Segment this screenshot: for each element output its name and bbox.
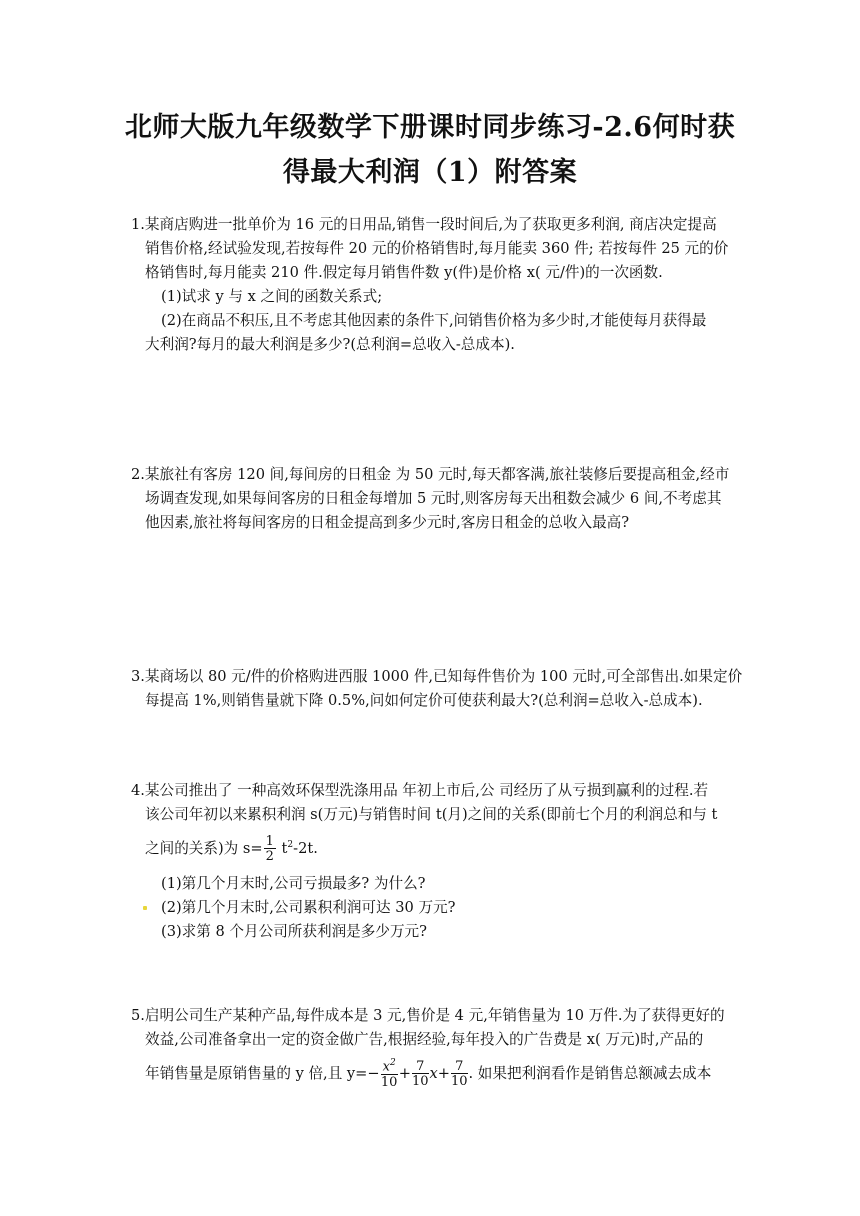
- q4-sub-3: (3)求第 8 个月公司所获利润是多少万元?: [161, 923, 427, 940]
- title-line-1: 北师大版九年级数学下册课时同步练习-2.6何时获: [124, 112, 736, 143]
- q2-line-3: 他因素,旅社将每间客房的日租金提高到多少元时,客房日租金的总收入最高?: [145, 514, 630, 531]
- q4-exponent: 2: [287, 840, 294, 850]
- fraction-7-over-10: [451, 1060, 468, 1088]
- q3-line-1: 3.某商场以 80 元/件的价格购进西服 1000 件,已知每件售价为 100 元时,可全部售出.如果定价: [131, 668, 743, 685]
- q4-sub-2: (2)第几个月末时,公司累积利润可达 30 万元?: [161, 899, 456, 916]
- plus-sign: +: [437, 1065, 450, 1082]
- exponent: 2: [389, 1058, 396, 1069]
- fraction-x-squared-over-10: [381, 1059, 398, 1088]
- q4-line-2: 该公司年初以来累积利润 s(万元)与销售时间 t(月)之间的关系(即前七个月的利润总和与 t: [145, 806, 718, 823]
- highlight-marker: [143, 906, 147, 910]
- q4-sub-1: (1)第几个月末时,公司亏损最多? 为什么?: [161, 875, 426, 892]
- q1-line-6: 大利润?每月的最大利润是多少?(总利润=总收入-总成本).: [145, 336, 515, 353]
- fraction-numerator: [381, 1059, 398, 1074]
- q3-line-2: 每提高 1%,则销售量就下降 0.5%,问如何定价可使获利最大?(总利润=总收入-总成本).: [145, 692, 703, 709]
- q5-line-1: 5.启明公司生产某种产品,每件成本是 3 元,售价是 4 元,年销售量为 10 万件.为了获得更好的: [131, 1007, 725, 1024]
- fraction-7-over-10: [412, 1060, 429, 1088]
- fraction-denominator: 10: [411, 1074, 429, 1089]
- q1-line-3: 格销售时,每月能卖 210 件.假定每月销售件数 y(件)是价格 x( 元/件)的一次函数.: [145, 264, 663, 281]
- fraction-numerator: 7: [451, 1060, 468, 1074]
- q2-line-1: 2.某旅社有客房 120 间,每间房的日租金 为 50 元时,每天都客满,旅社装修后要提高租金,经市: [131, 466, 730, 483]
- q4-var-t: t: [276, 839, 288, 857]
- q4-line-3-end: -2t.: [293, 839, 318, 857]
- fraction-denominator: 10: [450, 1074, 468, 1089]
- q5-line-2: 效益,公司准备拿出一定的资金做广告,根据经验,每年投入的广告费是 x( 万元)时,产品的: [145, 1031, 704, 1048]
- q5-line-3: [145, 1057, 711, 1091]
- q4-line-3: [145, 830, 318, 864]
- q5-line-3-text: 年销售量是原销售量的 y 倍,且 y=−: [145, 1065, 380, 1082]
- fraction-one-half: [264, 835, 276, 863]
- title-line-2: 得最大利润（1）附答案: [282, 157, 578, 188]
- q4-line-3-text: 之间的关系)为 s=: [145, 839, 263, 857]
- var-x: x: [382, 1059, 390, 1075]
- q2-line-2: 场调查发现,如果每间客房的日租金每增加 5 元时,则客房每天出租数会减少 6 间,不考虑其: [145, 490, 722, 507]
- fraction-denominator: 2: [265, 848, 274, 864]
- var-x: x: [429, 1065, 438, 1082]
- q1-line-1: 1.某商店购进一批单价为 16 元的日用品,销售一段时间后,为了获取更多利润, 商店决定提高: [131, 216, 717, 233]
- q4-line-1: 4.某公司推出了 一种高效环保型洗涤用品 年初上市后,公 司经历了从亏损到赢利的过程.若: [131, 782, 709, 799]
- plus-sign: +: [398, 1065, 411, 1082]
- q1-line-2: 销售价格,经试验发现,若按每件 20 元的价格销售时,每月能卖 360 件; 若按每件 25 元的价: [145, 240, 729, 257]
- q5-line-3-end: . 如果把利润看作是销售总额减去成本: [468, 1065, 712, 1082]
- q1-sub-1: (1)试求 y 与 x 之间的函数关系式;: [161, 288, 383, 305]
- fraction-numerator: 7: [412, 1060, 429, 1074]
- q1-sub-2: (2)在商品不积压,且不考虑其他因素的条件下,问销售价格为多少时,才能使每月获得最: [161, 312, 707, 329]
- fraction-numerator: 1: [265, 833, 274, 849]
- fraction-denominator: 10: [380, 1074, 398, 1090]
